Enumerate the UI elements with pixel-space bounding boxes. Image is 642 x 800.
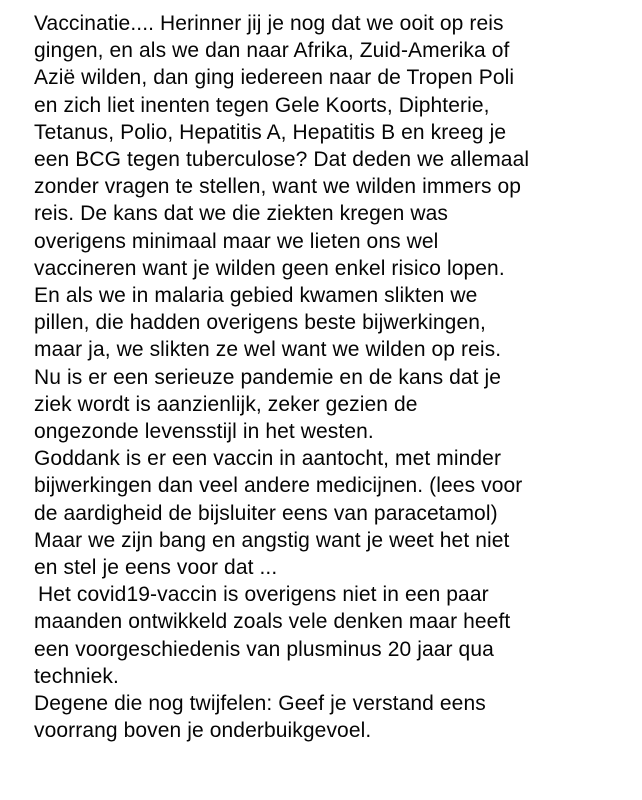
post-text-line: bijwerkingen dan veel andere medicijnen. (lees voor (34, 474, 523, 498)
post-text-line: ongezonde levensstijl in het westen. (34, 420, 374, 444)
post-text-line: Tetanus, Polio, Hepatitis A, Hepatitis B en kreeg je (34, 120, 507, 144)
post-text-line: een BCG tegen tuberculose? Dat deden we allemaal (34, 148, 530, 172)
post-text-line: voorrang boven je onderbuikgevoel. (34, 719, 372, 743)
post-text-line: vaccineren want je wilden geen enkel risico lopen. (34, 256, 505, 280)
post-text-line: Azië wilden, dan ging iedereen naar de Tropen Poli (34, 66, 515, 90)
post-text-line: Degene die nog twijfelen: Geef je verstand eens (34, 692, 486, 716)
post-text-line: Goddank is er een vaccin in aantocht, met minder (34, 447, 502, 471)
post-text-line: de aardigheid de bijsluiter eens van paracetamol) (34, 501, 498, 525)
post-text-line: een voorgeschiedenis van plusminus 20 jaar qua (34, 637, 494, 661)
post-text-line: reis. De kans dat we die ziekten kregen was (34, 202, 449, 226)
post-text-line: Het covid19-vaccin is overigens niet in een paar (38, 583, 489, 607)
post-text-line: Vaccinatie.... Herinner jij je nog dat we ooit op reis (34, 12, 504, 35)
post-text-line: Maar we zijn bang en angstig want je weet het niet (34, 528, 510, 552)
post-text-line: pillen, die hadden overigens beste bijwerkingen, (34, 311, 486, 335)
post-text-line: ziek wordt is aanzienlijk, zeker gezien de (34, 392, 418, 416)
post-text-line: zonder vragen te stellen, want we wilden immers op (34, 175, 522, 199)
post-text-line: maanden ontwikkeld zoals vele denken maar heeft (34, 610, 511, 634)
post-text-line: overigens minimaal maar we lieten ons wel (34, 229, 439, 253)
post-text-line: en stel je eens voor dat ... (34, 556, 278, 580)
post-text-line: Nu is er een serieuze pandemie en de kans dat je (34, 365, 502, 389)
post-text-line: gingen, en als we dan naar Afrika, Zuid-Amerika of (34, 39, 510, 63)
post-text-line: en zich liet inenten tegen Gele Koorts, Diphterie, (34, 93, 490, 117)
post-text-line: maar ja, we slikten ze wel want we wilden op reis. (34, 338, 502, 362)
post-text-line: En als we in malaria gebied kwamen slikten we (34, 284, 478, 308)
post-text-line: techniek. (34, 664, 119, 688)
